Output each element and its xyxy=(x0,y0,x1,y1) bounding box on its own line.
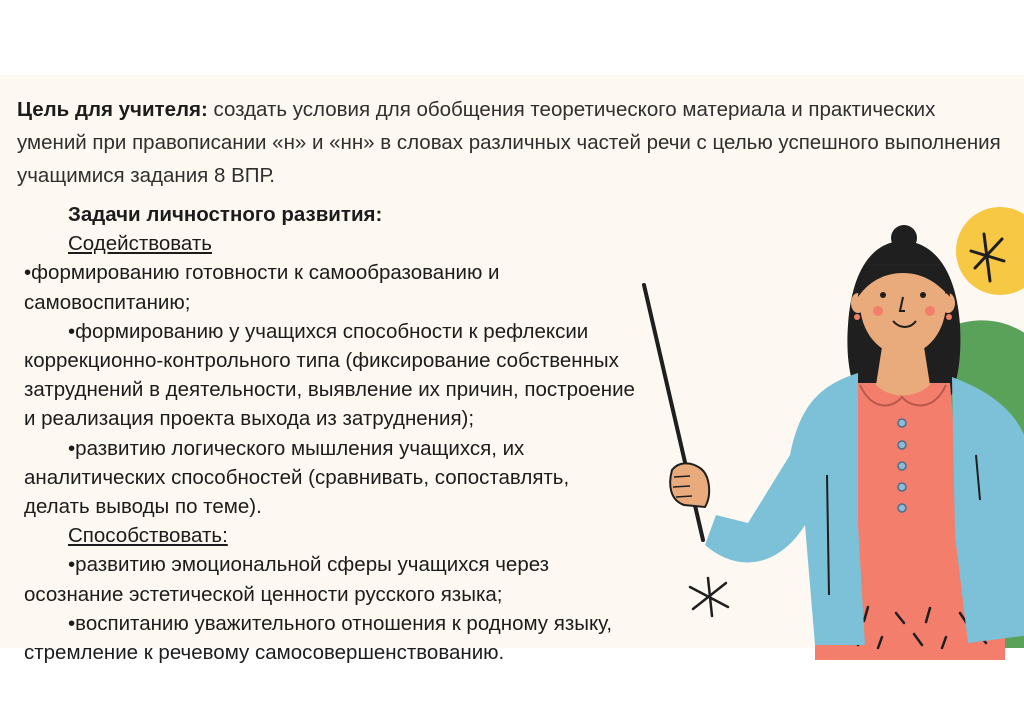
eye-left xyxy=(880,292,886,298)
list-item xyxy=(24,550,636,608)
group1-title: Содействовать xyxy=(68,232,212,256)
list-item xyxy=(24,609,636,667)
ear-left xyxy=(851,293,865,313)
list-item-text: •формированию у учащихся способности к рефлексии коррекционно-контрольного типа (фиксирование собственных затруднений в деятельности, выявление их причин, построение и реализация проекта выхода из затруднения); xyxy=(24,319,635,431)
sparkle-icon xyxy=(690,578,728,616)
list-item-text: •формированию готовности к самообразованию и самовоспитанию; xyxy=(24,261,500,314)
list-item-text: •развитию логического мышления учащихся, их аналитических способностей (сравнивать, сопоставлять, делать выводы по теме). xyxy=(24,436,570,519)
tasks-heading: Задачи личностного развития: xyxy=(68,203,383,226)
teacher-goal-text: создать условия для обобщения теоретического материала и практических умений при правописании «н» и «нн» в словах различных частей речи с целью успешного выполнения учащимися задания 8 ВПР. xyxy=(17,98,1001,187)
ear-right xyxy=(941,293,955,313)
hand xyxy=(670,463,709,507)
list-item xyxy=(24,434,636,522)
cardigan-left xyxy=(705,373,865,645)
cheek-right xyxy=(925,306,935,316)
list-item-text: •воспитанию уважительного отношения к родному языку, стремление к речевому самосовершенствованию. xyxy=(24,611,613,665)
hair-bun xyxy=(891,225,917,251)
list-item xyxy=(24,258,636,316)
slide xyxy=(0,75,1024,665)
teacher-goal-label: Цель для учителя: xyxy=(17,98,208,121)
earring-right xyxy=(946,314,952,320)
list-item xyxy=(24,317,636,434)
group2-title: Способствовать: xyxy=(68,524,228,548)
earring-left xyxy=(854,314,860,320)
eye-right xyxy=(920,292,926,298)
list-item-text: •развитию эмоциональной сферы учащихся через осознание эстетической ценности русского языка; xyxy=(24,553,550,606)
teacher-goal xyxy=(17,93,1007,192)
personal-development-tasks xyxy=(24,200,636,667)
cheek-left xyxy=(873,306,883,316)
